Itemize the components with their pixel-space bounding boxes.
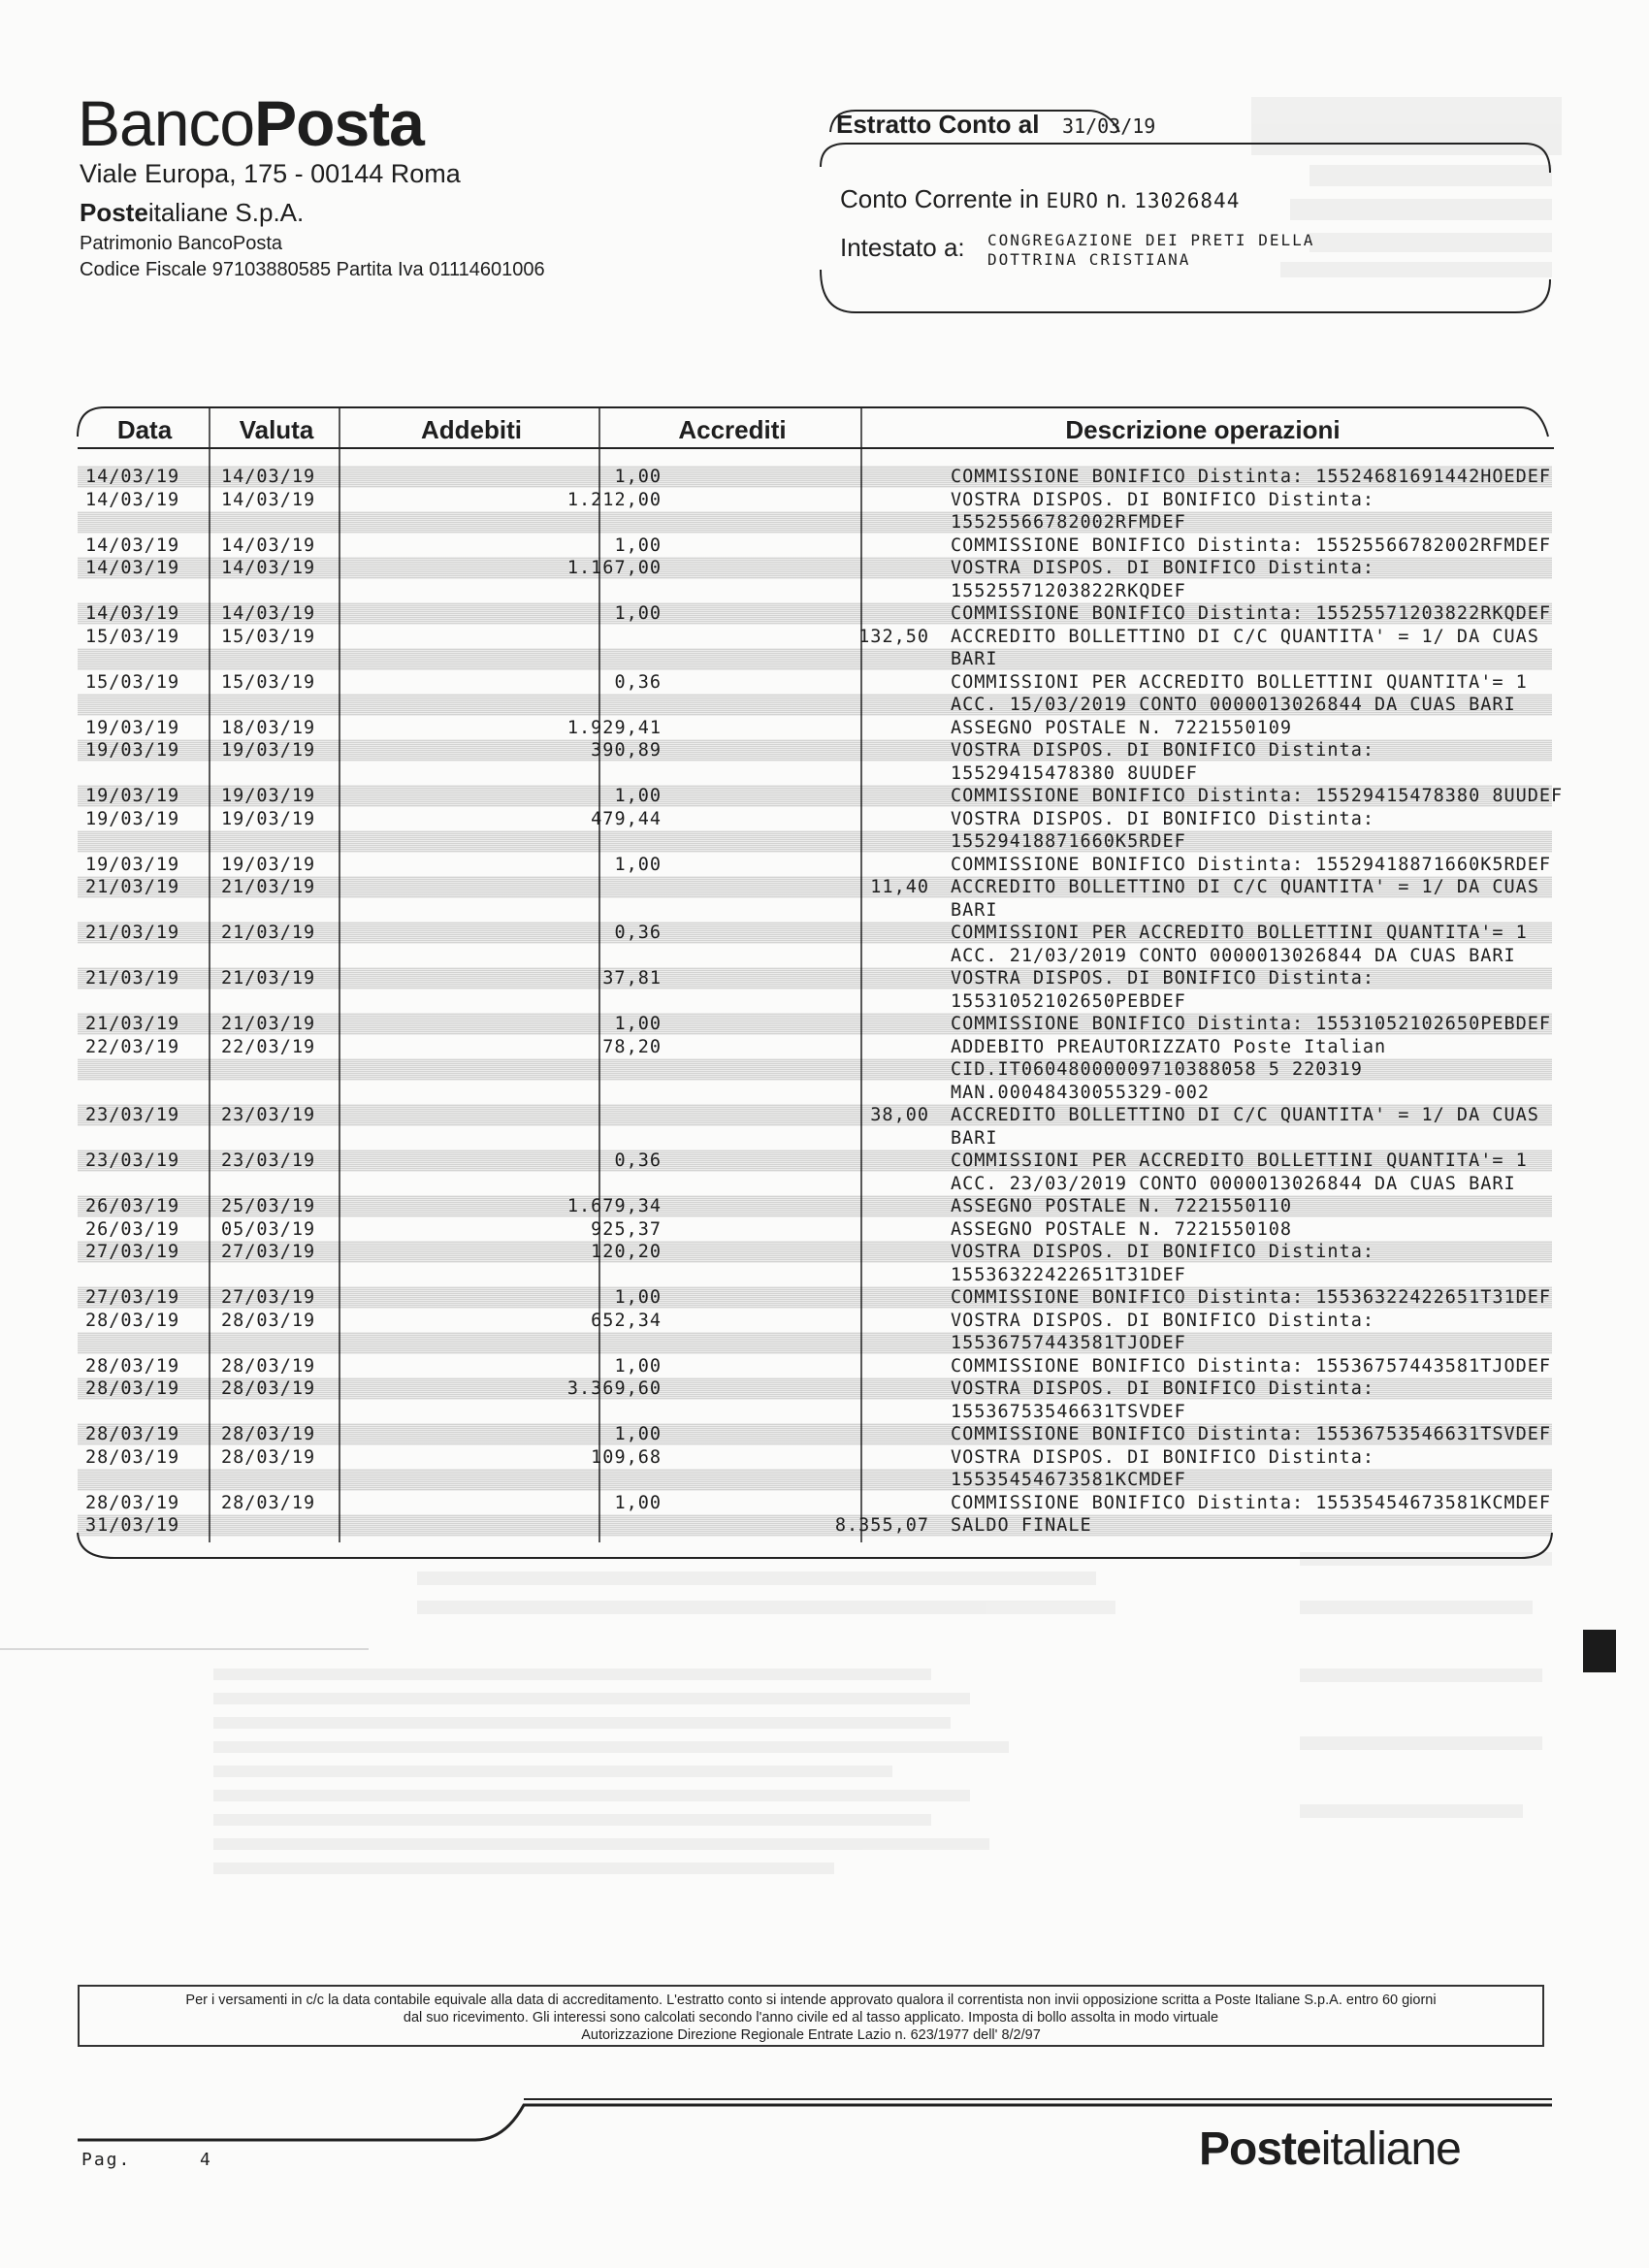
cell-accrediti: 132,50 [858,627,929,647]
table-row [78,1013,1552,1035]
cell-addebiti: 1.212,00 [566,490,662,510]
page-number: 4 [200,2150,210,2170]
table-row [78,602,1552,625]
table-row [78,945,1552,967]
statement-date: 31/03/19 [1062,114,1156,138]
cell-data: 22/03/19 [85,1037,180,1057]
table-row [78,876,1552,898]
table-row [78,1286,1552,1309]
cell-data: 19/03/19 [85,809,180,829]
table-row [78,808,1552,830]
cell-valuta: 19/03/19 [221,786,316,806]
cell-descrizione: COMMISSIONE BONIFICO Distinta: 15536322422651T31DEF [951,1287,1552,1308]
cell-addebiti: 3.369,60 [566,1378,662,1399]
cell-valuta: 21/03/19 [221,877,316,897]
table-row [78,1514,1552,1537]
cell-data: 19/03/19 [85,786,180,806]
cell-data: 28/03/19 [85,1356,180,1377]
cell-descrizione: ACC. 15/03/2019 CONTO 0000013026844 DA CUAS BARI [951,695,1516,715]
cell-descrizione: VOSTRA DISPOS. DI BONIFICO Distinta: [951,740,1374,761]
cell-valuta: 15/03/19 [221,627,316,647]
cell-valuta: 27/03/19 [221,1242,316,1262]
cell-descrizione: ACCREDITO BOLLETTINO DI C/C QUANTITA' = 1/ DA CUAS [951,877,1539,897]
cell-data: 15/03/19 [85,627,180,647]
cell-descrizione: 15525571203822RKQDEF [951,581,1186,601]
cell-addebiti: 0,36 [614,923,662,943]
table-row [78,785,1564,807]
cell-data: 21/03/19 [85,968,180,988]
cell-data: 14/03/19 [85,558,180,578]
cell-descrizione: COMMISSIONE BONIFICO Distinta: 15524681691442HOEDEF [951,467,1552,487]
cell-descrizione: SALDO FINALE [951,1515,1092,1536]
cell-data: 28/03/19 [85,1424,180,1444]
cell-descrizione: VOSTRA DISPOS. DI BONIFICO Distinta: [951,490,1374,510]
cell-descrizione: VOSTRA DISPOS. DI BONIFICO Distinta: [951,1378,1374,1399]
cell-valuta: 14/03/19 [221,490,316,510]
cell-accrediti: 8.355,07 [834,1515,929,1536]
table-row [78,1082,1552,1104]
cell-descrizione: CID.IT06048000009710388058 5 220319 [951,1059,1363,1080]
cell-addebiti: 479,44 [591,809,662,829]
cell-addebiti: 1,00 [614,603,662,624]
cell-valuta: 05/03/19 [221,1219,316,1240]
table-row [78,1355,1552,1377]
table-row [78,626,1552,648]
cell-valuta: 19/03/19 [221,809,316,829]
cell-addebiti: 1,00 [614,467,662,487]
cell-descrizione: VOSTRA DISPOS. DI BONIFICO Distinta: [951,1447,1374,1468]
cell-descrizione: 15535454673581KCMDEF [951,1470,1186,1490]
cell-descrizione: 15529415478380 8UUDEF [951,763,1198,784]
cell-valuta: 27/03/19 [221,1287,316,1308]
cell-data: 28/03/19 [85,1493,180,1513]
cell-data: 28/03/19 [85,1311,180,1331]
cell-valuta: 15/03/19 [221,672,316,693]
holder-name [987,231,1405,270]
table-row [78,580,1552,602]
col-header-addebiti: Addebiti [421,415,522,444]
table-row [78,1036,1552,1058]
cell-descrizione: MAN.00048430055329-002 [951,1083,1211,1103]
cell-accrediti: 11,40 [870,877,929,897]
table-row [78,557,1552,579]
cell-data: 26/03/19 [85,1219,180,1240]
cell-valuta: 14/03/19 [221,535,316,556]
cell-valuta: 21/03/19 [221,968,316,988]
table-row [78,1401,1552,1423]
account-number-label: n. [1106,184,1127,213]
table-row [78,489,1552,511]
cell-descrizione: ACC. 23/03/2019 CONTO 0000013026844 DA CUAS BARI [951,1174,1516,1194]
holder-name-line-1: CONGREGAZIONE DEI PRETI DELLA [987,231,1315,249]
table-row [78,466,1552,488]
cell-addebiti: 1,00 [614,1356,662,1377]
table-row [78,1469,1552,1491]
page-label: Pag. [81,2150,132,2170]
notice-line-3: Autorizzazione Direzione Regionale Entrate Lazio n. 623/1977 dell' 8/2/97 [581,2027,1041,2043]
table-row [78,511,1552,534]
cell-descrizione: COMMISSIONI PER ACCREDITO BOLLETTINI QUANTITA'= 1 [951,923,1528,943]
table-row [78,1104,1552,1126]
table-row [78,1173,1552,1195]
holder-name-line-2: DOTTRINA CRISTIANA [987,250,1191,269]
bank-address: Viale Europa, 175 - 00144 Roma [80,159,461,188]
cell-data: 26/03/19 [85,1196,180,1216]
statement-title: Estratto Conto al [836,110,1040,139]
table-row [78,739,1552,761]
notice-line-2: dal suo ricevimento. Gli interessi sono calcolati secondo l'anno civile ed al tasso applicato. Imposta di bollo assolta in modo virtuale [403,2010,1219,2025]
cell-descrizione: COMMISSIONE BONIFICO Distinta: 15531052102650PEBDEF [951,1014,1552,1034]
cell-valuta: 19/03/19 [221,740,316,761]
cell-descrizione: ACCREDITO BOLLETTINO DI C/C QUANTITA' = 1/ DA CUAS [951,1105,1539,1125]
cell-descrizione: BARI [951,900,998,921]
table-row [78,1310,1552,1332]
table-row [78,694,1552,716]
cell-descrizione: COMMISSIONE BONIFICO Distinta: 15525566782002RFMDEF [951,535,1552,556]
cell-valuta: 23/03/19 [221,1150,316,1171]
table-row [78,1492,1552,1514]
cell-addebiti: 78,20 [602,1037,662,1057]
cell-valuta: 14/03/19 [221,558,316,578]
cell-addebiti: 1.167,00 [566,558,662,578]
col-header-accrediti: Accrediti [678,415,787,444]
cell-addebiti: 1.929,41 [566,718,662,738]
table-row [78,1377,1552,1400]
cell-descrizione: VOSTRA DISPOS. DI BONIFICO Distinta: [951,558,1374,578]
cell-valuta: 28/03/19 [221,1493,316,1513]
table-row [78,717,1552,739]
cell-valuta: 19/03/19 [221,855,316,875]
cell-data: 23/03/19 [85,1105,180,1125]
cell-addebiti: 1,00 [614,1424,662,1444]
account-prefix: Conto Corrente in [840,184,1040,213]
patrimonio-label: Patrimonio BancoPosta [80,233,283,254]
account-number: 13026844 [1134,189,1241,212]
cell-valuta: 28/03/19 [221,1447,316,1468]
table-row [78,990,1552,1013]
table-row [78,854,1552,876]
cell-descrizione: 15536757443581TJODEF [951,1333,1186,1353]
cell-data: 21/03/19 [85,877,180,897]
table-row [78,1264,1552,1286]
cell-data: 21/03/19 [85,923,180,943]
scan-marker [1583,1630,1616,1672]
fiscal-code: Codice Fiscale 97103880585 Partita Iva 01114601006 [80,259,545,280]
cell-descrizione: 15529418871660K5RDEF [951,831,1186,852]
cell-data: 19/03/19 [85,718,180,738]
cell-descrizione: 15525566782002RFMDEF [951,512,1186,533]
table-row [78,1241,1552,1263]
table-row [78,1446,1552,1469]
cell-addebiti: 925,37 [591,1219,662,1240]
cell-addebiti: 0,36 [614,672,662,693]
cell-addebiti: 1,00 [614,786,662,806]
statement-notice [78,1985,1544,2047]
table-row [78,671,1552,694]
cell-descrizione: BARI [951,1128,998,1149]
cell-valuta: 28/03/19 [221,1378,316,1399]
cell-descrizione: COMMISSIONE BONIFICO Distinta: 15536753546631TSVDEF [951,1424,1552,1444]
cell-addebiti: 1,00 [614,1493,662,1513]
cell-data: 14/03/19 [85,490,180,510]
table-row [78,762,1552,785]
cell-data: 27/03/19 [85,1242,180,1262]
cell-descrizione: 15536753546631TSVDEF [951,1402,1186,1422]
cell-addebiti: 1,00 [614,1287,662,1308]
cell-valuta: 14/03/19 [221,603,316,624]
cell-descrizione: BARI [951,649,998,669]
cell-descrizione: COMMISSIONE BONIFICO Distinta: 15536757443581TJODEF [951,1356,1552,1377]
notice-line-1: Per i versamenti in c/c la data contabile equivale alla data di accreditamento. L'estratto conto si intende approvato qualora il correntista non invii opposizione scritta a Poste Italiane S.p.A. entro 60 giorni [185,1993,1437,2008]
cell-descrizione: COMMISSIONE BONIFICO Distinta: 15529418871660K5RDEF [951,855,1552,875]
cell-data: 23/03/19 [85,1150,180,1171]
cell-data: 28/03/19 [85,1447,180,1468]
cell-addebiti: 1,00 [614,1014,662,1034]
table-row [78,1127,1552,1150]
cell-addebiti: 1,00 [614,535,662,556]
table-row [78,922,1552,944]
cell-descrizione: ACC. 21/03/2019 CONTO 0000013026844 DA CUAS BARI [951,946,1516,966]
col-header-data: Data [116,415,173,444]
cell-data: 21/03/19 [85,1014,180,1034]
cell-descrizione: COMMISSIONI PER ACCREDITO BOLLETTINI QUANTITA'= 1 [951,1150,1528,1171]
table-row [78,830,1552,853]
cell-descrizione: VOSTRA DISPOS. DI BONIFICO Distinta: [951,809,1374,829]
cell-valuta: 28/03/19 [221,1424,316,1444]
cell-valuta: 28/03/19 [221,1311,316,1331]
cell-descrizione: COMMISSIONE BONIFICO Distinta: 15529415478380 8UUDEF [951,786,1564,806]
cell-valuta: 21/03/19 [221,1014,316,1034]
table-row [78,967,1552,989]
cell-addebiti: 37,81 [602,968,662,988]
col-header-descrizione: Descrizione operazioni [1065,415,1341,444]
cell-descrizione: ASSEGNO POSTALE N. 7221550108 [951,1219,1293,1240]
cell-descrizione: ADDEBITO PREAUTORIZZATO Poste Italian [951,1037,1387,1057]
cell-data: 27/03/19 [85,1287,180,1308]
cell-descrizione: VOSTRA DISPOS. DI BONIFICO Distinta: [951,1311,1374,1331]
cell-data: 14/03/19 [85,535,180,556]
cell-addebiti: 1.679,34 [566,1196,662,1216]
account-currency: EURO [1046,189,1100,212]
table-row [78,1058,1552,1081]
table-row [78,1423,1552,1445]
posteitaliane-logo: Posteitaliane [1199,2123,1461,2175]
table-row [78,1332,1552,1354]
cell-accrediti: 38,00 [870,1105,929,1125]
cell-valuta: 21/03/19 [221,923,316,943]
cell-descrizione: ASSEGNO POSTALE N. 7221550110 [951,1196,1293,1216]
cell-valuta: 18/03/19 [221,718,316,738]
cell-data: 15/03/19 [85,672,180,693]
cell-addebiti: 120,20 [591,1242,662,1262]
cell-valuta: 14/03/19 [221,467,316,487]
cell-descrizione: COMMISSIONI PER ACCREDITO BOLLETTINI QUANTITA'= 1 [951,672,1528,693]
cell-addebiti: 652,34 [591,1311,662,1331]
cell-descrizione: 15531052102650PEBDEF [951,991,1186,1012]
cell-valuta: 22/03/19 [221,1037,316,1057]
table-row [78,1150,1552,1172]
cell-data: 31/03/19 [85,1515,180,1536]
company-name: Posteitaliane S.p.A. [80,198,305,227]
table-row [78,648,1552,670]
cell-descrizione: VOSTRA DISPOS. DI BONIFICO Distinta: [951,968,1374,988]
cell-addebiti: 0,36 [614,1150,662,1171]
cell-descrizione: VOSTRA DISPOS. DI BONIFICO Distinta: [951,1242,1374,1262]
table-row [78,1218,1552,1241]
cell-valuta: 28/03/19 [221,1356,316,1377]
bancoposta-logo: BancoPosta [78,87,424,159]
cell-addebiti: 1,00 [614,855,662,875]
cell-valuta: 25/03/19 [221,1196,316,1216]
cell-descrizione: ASSEGNO POSTALE N. 7221550109 [951,718,1293,738]
cell-data: 14/03/19 [85,603,180,624]
account-line [840,184,1240,214]
cell-addebiti: 390,89 [591,740,662,761]
cell-descrizione: COMMISSIONE BONIFICO Distinta: 15525571203822RKQDEF [951,603,1552,624]
table-row [78,1195,1552,1217]
holder-label: Intestato a: [840,233,965,262]
table-row [78,899,1552,922]
table-row [78,535,1552,557]
cell-data: 19/03/19 [85,855,180,875]
cell-descrizione: ACCREDITO BOLLETTINO DI C/C QUANTITA' = 1/ DA CUAS [951,627,1539,647]
col-header-valuta: Valuta [239,415,314,444]
cell-valuta: 23/03/19 [221,1105,316,1125]
cell-descrizione: COMMISSIONE BONIFICO Distinta: 15535454673581KCMDEF [951,1493,1552,1513]
cell-data: 19/03/19 [85,740,180,761]
cell-descrizione: 15536322422651T31DEF [951,1265,1186,1285]
cell-addebiti: 109,68 [591,1447,662,1468]
cell-data: 28/03/19 [85,1378,180,1399]
cell-data: 14/03/19 [85,467,180,487]
